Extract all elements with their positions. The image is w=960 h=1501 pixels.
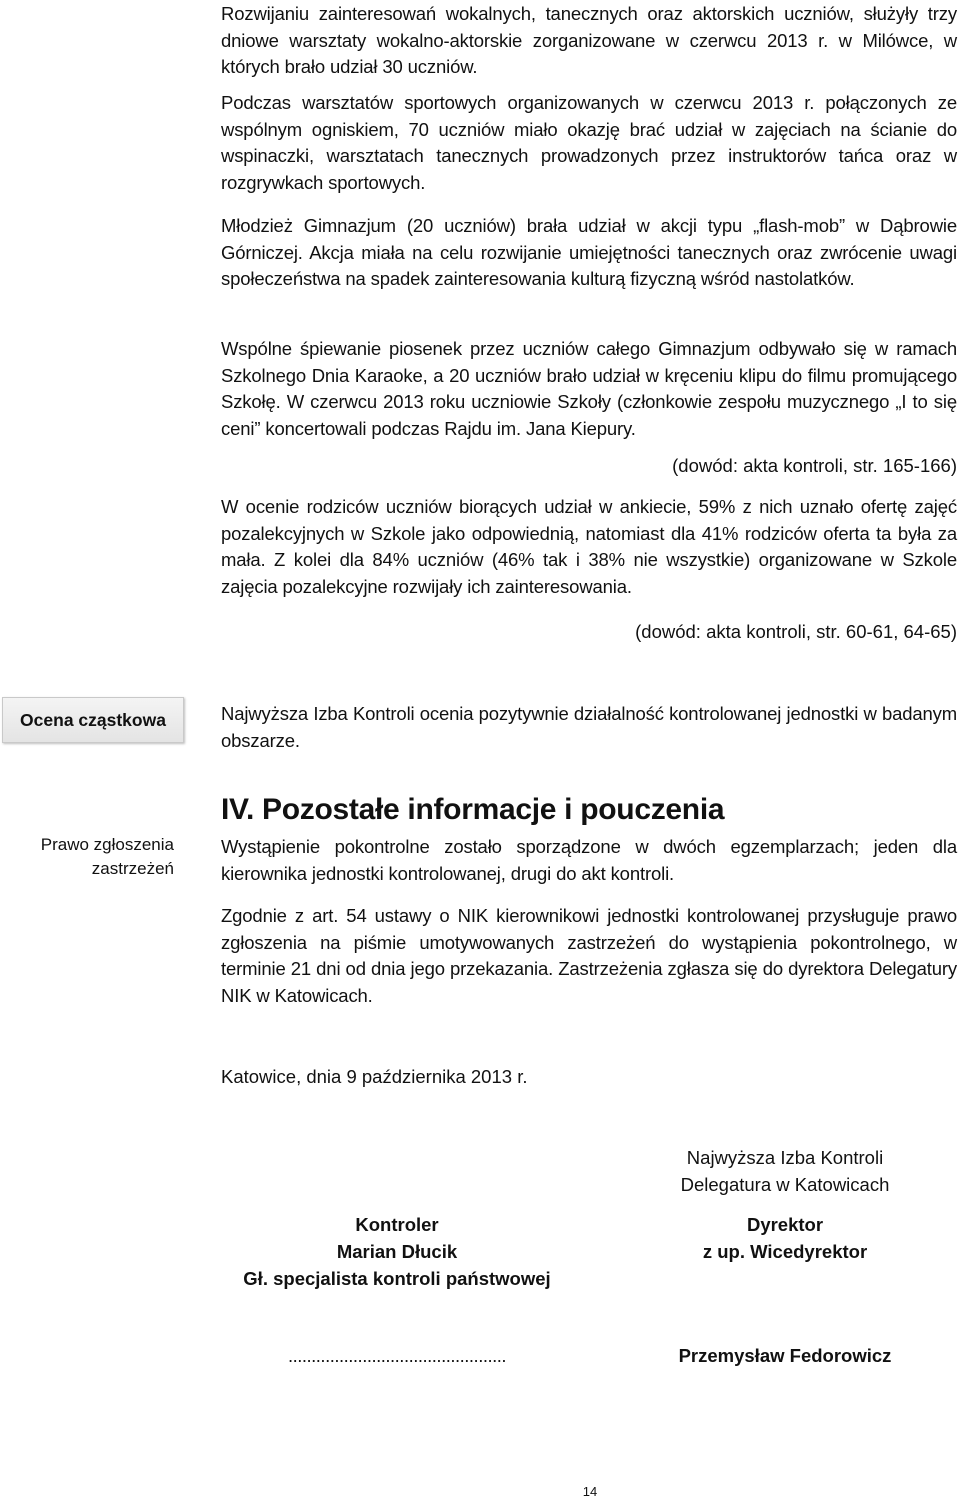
inspector-role: Gł. specjalista kontroli państwowej xyxy=(243,1268,551,1289)
objections-block xyxy=(221,903,957,1009)
paragraph-block-karaoke xyxy=(221,336,957,442)
director-title: Dyrektor xyxy=(746,1214,824,1235)
partial-assessment-text: Najwyższa Izba Kontroli ocenia pozytywnie działalność kontrolowanej jednostki w badanym obszarze. xyxy=(221,703,957,751)
paragraph-copies: Wystąpienie pokontrolne zostało sporządzone w dwóch egzemplarzach; jeden dla kierownika jednostki kontrolowanej, drugi do akt kontroli. xyxy=(221,836,957,884)
paragraph-workshops-vocal: Rozwijaniu zainteresowań wokalnych, tanecznych oraz aktorskich uczniów, służyły trzy dniowe warsztaty wokalno-aktorskie zorganizowane w czerwcu 2013 r. w Milówce, w których brało udział 30 uczniów. xyxy=(221,3,957,78)
paragraph-block-sport xyxy=(221,90,957,196)
evidence-reference-1: (dowód: akta kontroli, str. 165-166) xyxy=(672,455,957,476)
copies-block xyxy=(221,834,957,887)
paragraph-block-survey xyxy=(221,494,957,600)
inspector-name: Marian Dłucik xyxy=(336,1241,458,1262)
paragraph-workshops-sport: Podczas warsztatów sportowych organizowanych w czerwcu 2013 r. połączonych ze wspólnym ogniskiem, 70 uczniów miało okazję brać udział w zajęciach na ścianie do wspinaczki, warsztatach tanecznych prowadzonych przez instruktorów tańca oraz w rozgrywkach sportowych. xyxy=(221,92,957,193)
partial-assessment-block xyxy=(221,701,957,754)
paragraph-flashmob: Młodzież Gimnazjum (20 uczniów) brała udział w akcji typu „flash-mob” w Dąbrowie Górniczej. Akcja miała na celu rozwijanie umiejętności tanecznych oraz zwrócenie uwagi społeczeństwa na spadek zainteresowania kulturą fizyczną wśród nastolatków. xyxy=(221,215,957,290)
page-number: 14 xyxy=(582,1484,598,1499)
director-subtitle: z up. Wicedyrektor xyxy=(702,1241,868,1262)
organization-name: Najwyższa Izba Kontroli xyxy=(686,1147,884,1168)
evidence-reference-2: (dowód: akta kontroli, str. 60-61, 64-65) xyxy=(635,621,957,642)
body-text xyxy=(221,1,957,81)
evidence-block-2 xyxy=(221,619,957,645)
organization-block xyxy=(630,1144,940,1198)
organization-branch: Delegatura w Katowicach xyxy=(680,1174,890,1195)
section-heading: IV. Pozostałe informacje i pouczenia xyxy=(221,793,725,826)
signature-dots: ............................................... xyxy=(287,1345,507,1366)
objection-rights-label: Prawo zgłoszenia zastrzeżeń xyxy=(40,835,174,878)
paragraph-block-flashmob xyxy=(221,213,957,293)
paragraph-survey: W ocenie rodziców uczniów biorących udział w ankiecie, 59% z nich uznało ofertę zajęć pozalekcyjnych w Szkole jako odpowiednią, natomiast dla 41% rodziców oferta ta była za mała. Z kolei dla 84% uczniów (46% tak i 38% nie wszystkie) organizowane w Szkole zajęcia pozalekcyjne rozwijały ich zainteresowania. xyxy=(221,496,957,597)
director-name: Przemysław Fedorowicz xyxy=(678,1345,892,1366)
date-line: Katowice, dnia 9 października 2013 r. xyxy=(221,1066,528,1087)
paragraph-objections: Zgodnie z art. 54 ustawy o NIK kierownikowi jednostki kontrolowanej przysługuje prawo zgłoszenia na piśmie umotywowanych zastrzeżeń do wystąpienia pokontrolnego, w terminie 21 dni od dnia jego przekazania. Zastrzeżenia zgłasza się do dyrektora Delegatury NIK w Katowicach. xyxy=(221,905,957,1006)
partial-assessment-label: Ocena cząstkowa xyxy=(2,697,184,743)
director-signature-block xyxy=(630,1211,940,1265)
paragraph-karaoke: Wspólne śpiewanie piosenek przez uczniów całego Gimnazjum odbywało się w ramach Szkolnego Dnia Karaoke, a 20 uczniów brało udział w kręceniu klipu do filmu promującego Szkołę. W czerwcu 2013 roku uczniowie Szkoły (członkowie zespołu muzycznego „I to się ceni” koncertowali podczas Rajdu im. Jana Kiepury. xyxy=(221,338,957,439)
inspector-signature-block xyxy=(222,1211,572,1292)
inspector-title: Kontroler xyxy=(355,1214,439,1235)
evidence-block-1 xyxy=(221,453,957,479)
